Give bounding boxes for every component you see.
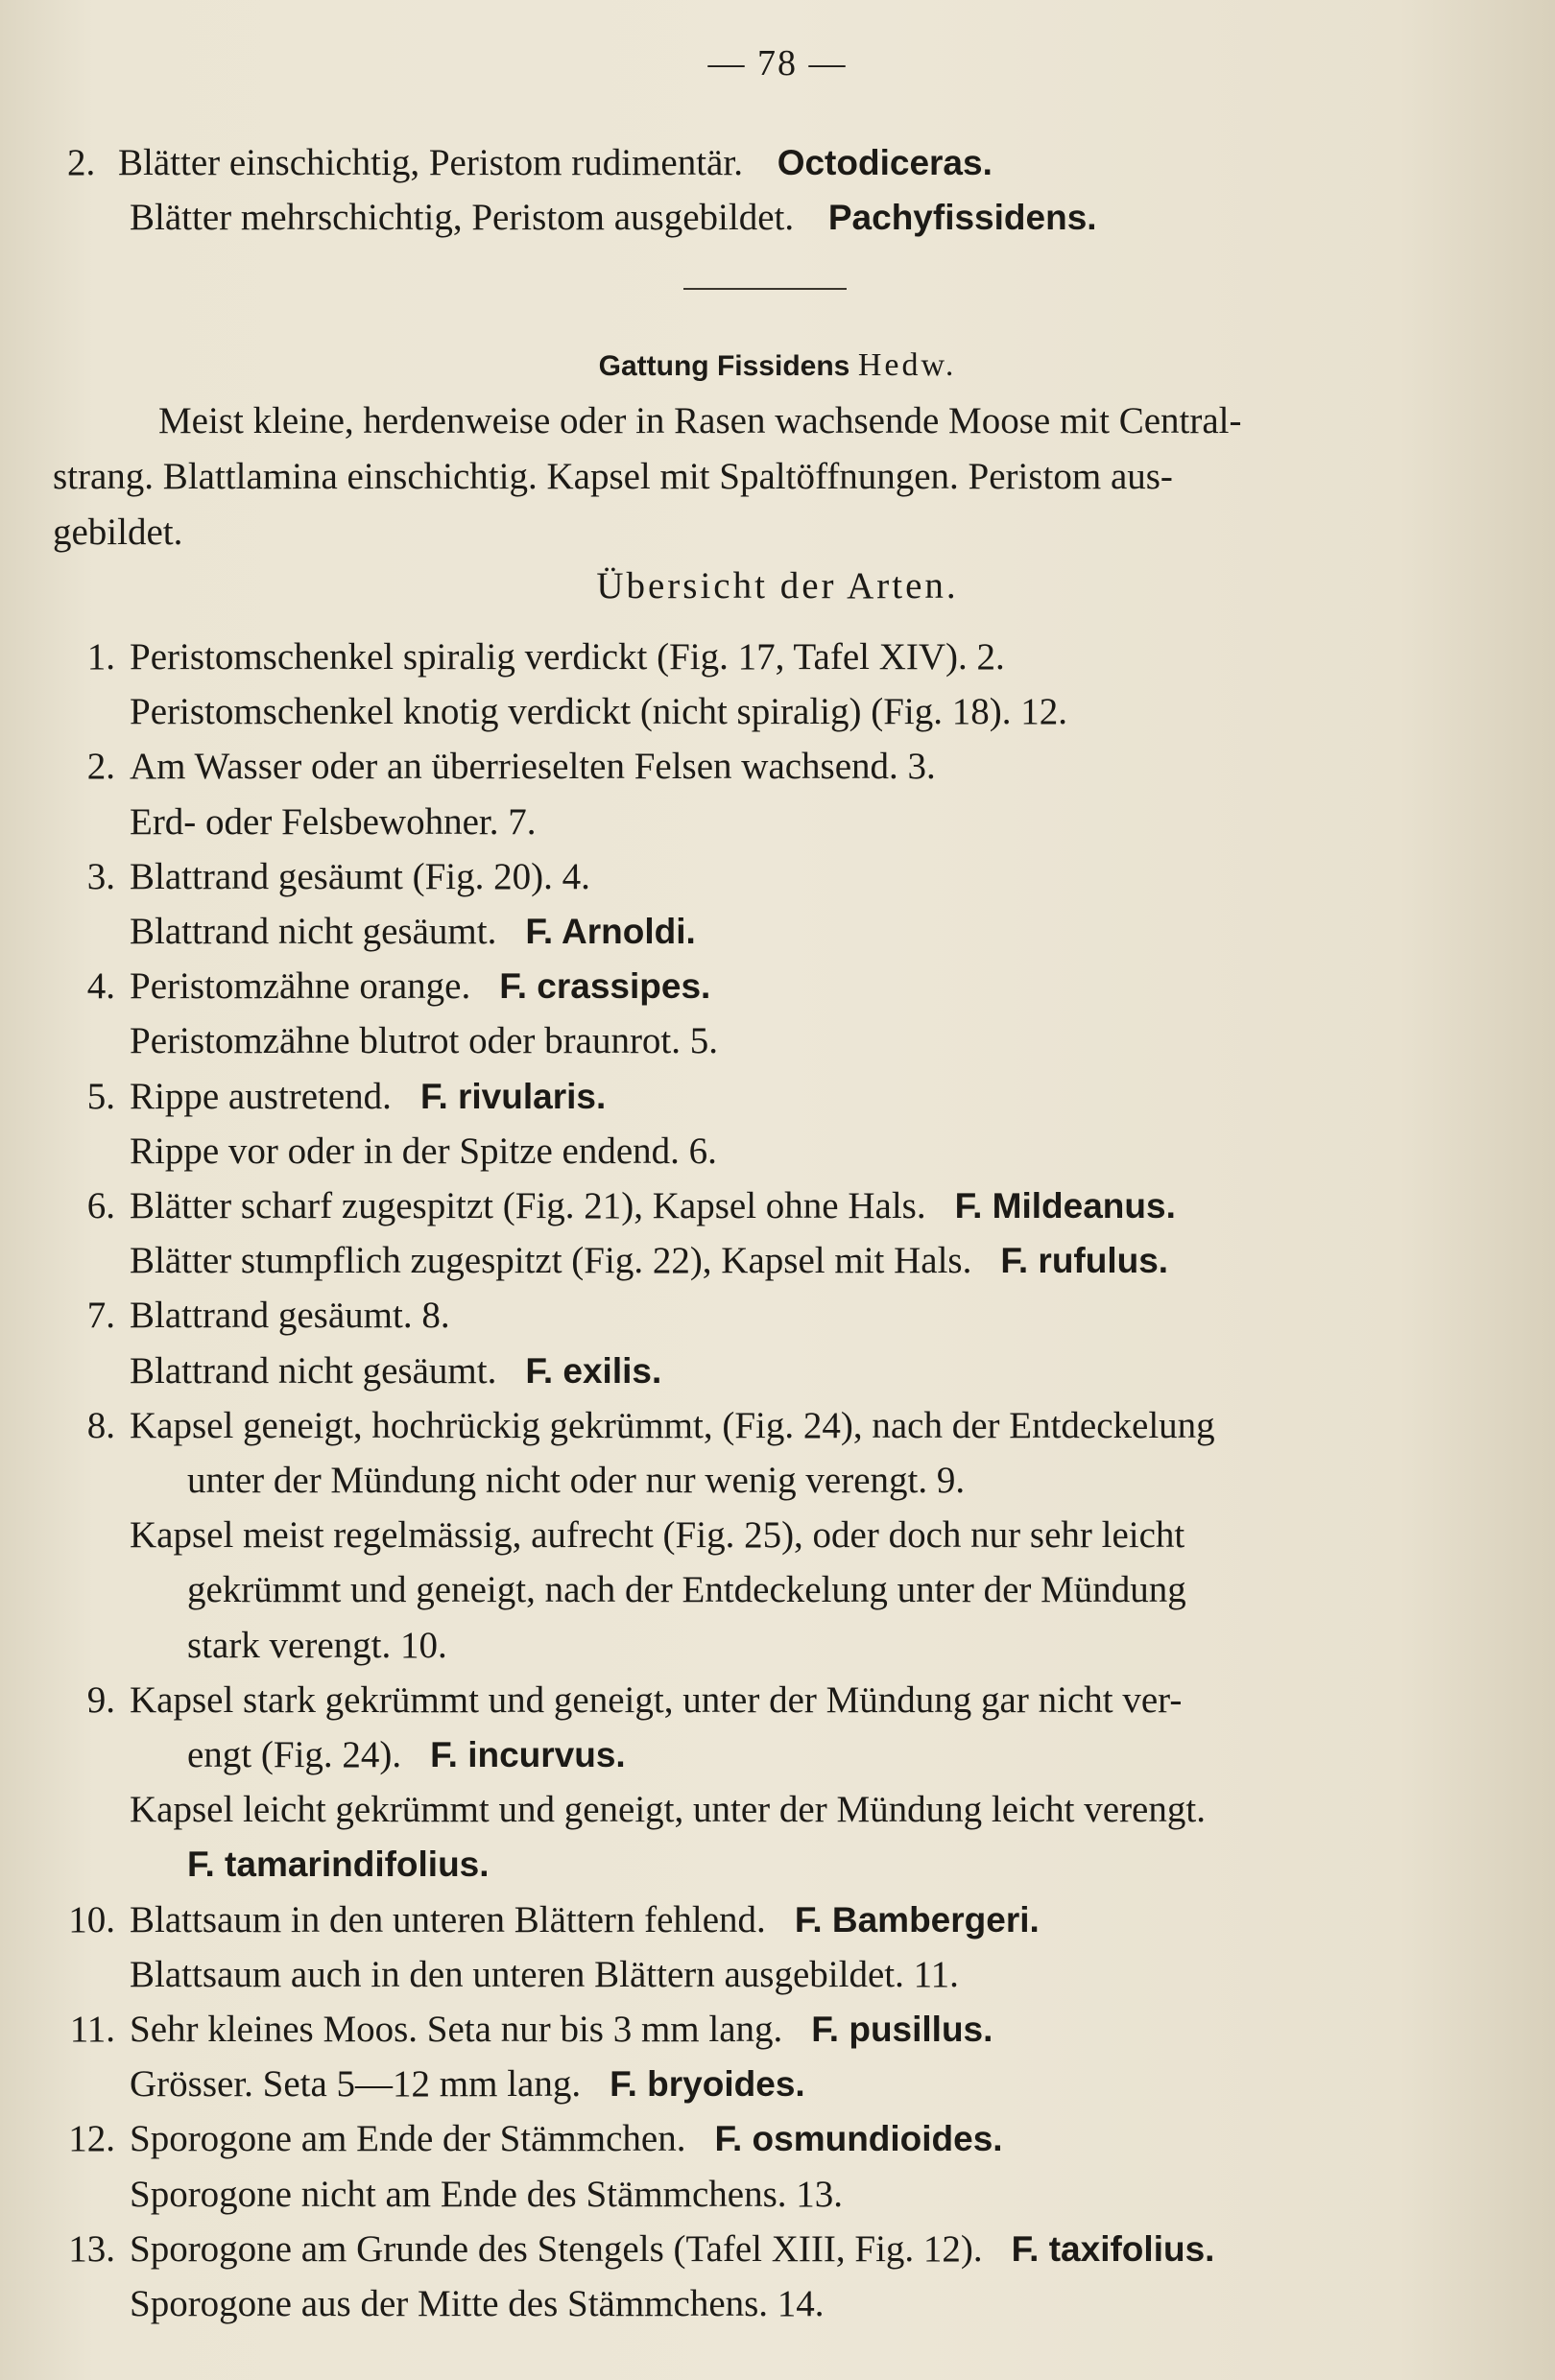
- key-text: Blätter stumpflich zugespitzt (Fig. 22), Kapsel mit Hals.: [130, 1240, 972, 1281]
- key-text: Grösser. Seta 5—12 mm lang.: [130, 2063, 582, 2105]
- key-line: [130, 803, 536, 841]
- species-name: F. bryoides.: [610, 2064, 805, 2104]
- key-text: Sporogone aus der Mitte des Stämmchens. 14.: [130, 2283, 825, 2324]
- key-line: [68, 1899, 1040, 1940]
- species-name: F. osmundioides.: [714, 2119, 1003, 2158]
- key-text: Sporogone am Ende der Stämmchen.: [130, 2118, 686, 2159]
- key-number: 13.: [68, 2228, 115, 2270]
- key-text: Kapsel leicht gekrümmt und geneigt, unter der Mündung leicht verengt.: [130, 1789, 1206, 1830]
- key-text: Sporogone nicht am Ende des Stämmchens. 13.: [130, 2174, 844, 2215]
- key-text: Blattrand gesäumt (Fig. 20). 4.: [130, 856, 590, 897]
- key-line: [130, 1242, 1168, 1279]
- key-text: Kapsel stark gekrümmt und geneigt, unter der Mündung gar nicht ver-: [130, 1679, 1183, 1721]
- overview-title: Übersicht der Arten.: [596, 565, 959, 607]
- species-name: F. taxifolius.: [1011, 2229, 1215, 2269]
- key-line: [68, 2228, 1215, 2270]
- key-line: [86, 1405, 1215, 1446]
- species-name: F. rivularis.: [419, 1077, 607, 1116]
- species-name: F. tamarindifolius.: [187, 1844, 490, 1884]
- description-line-1: Meist kleine, herdenweise oder in Rasen wachsende Moose mit Central-: [158, 400, 1242, 441]
- key-line: [130, 693, 1067, 730]
- key-line: [86, 1185, 1176, 1226]
- key-number: 6.: [86, 1185, 115, 1226]
- species-name: F. Arnoldi.: [525, 912, 696, 951]
- key-line: [187, 1462, 965, 1499]
- key-text: Blätter scharf zugespitzt (Fig. 21), Kapsel ohne Hals.: [130, 1185, 926, 1226]
- intro-key-text: Blätter mehrschichtig, Peristom ausgebildet.: [130, 197, 795, 238]
- intro-key-line-2: [130, 199, 1097, 236]
- key-text: Blattrand nicht gesäumt.: [130, 911, 497, 952]
- key-text: engt (Fig. 24).: [187, 1734, 402, 1775]
- key-line: [130, 1022, 718, 1059]
- genus-heading: [0, 347, 1555, 384]
- key-line: [187, 1571, 1186, 1608]
- key-text: Blattsaum auch in den unteren Blättern ausgebildet. 11.: [130, 1954, 959, 1995]
- key-text: Kapsel geneigt, hochrückig gekrümmt, (Fig. 24), nach der Entdeckelung: [130, 1405, 1215, 1446]
- key-text: Sporogone am Grunde des Stengels (Tafel XIII, Fig. 12).: [130, 2228, 983, 2270]
- key-number: 4.: [86, 965, 115, 1007]
- key-line: [130, 1352, 661, 1390]
- key-line: [130, 2065, 805, 2103]
- intro-key-number: 2.: [67, 142, 96, 183]
- key-line: [130, 1516, 1184, 1554]
- key-line: [86, 746, 936, 787]
- genus-name: Pachyfissidens.: [827, 198, 1097, 237]
- species-name: F. exilis.: [525, 1351, 662, 1391]
- key-text: Peristomzähne blutrot oder braunrot. 5.: [130, 1020, 719, 1061]
- key-line: [86, 1295, 450, 1336]
- key-text: Peristomschenkel spiralig verdickt (Fig. 17, Tafel XIV). 2.: [130, 636, 1005, 678]
- key-text: Erd- oder Felsbewohner. 7.: [130, 801, 537, 843]
- key-line: [86, 1679, 1183, 1721]
- species-name: F. rufulus.: [1000, 1241, 1169, 1280]
- key-line: [130, 1132, 717, 1170]
- key-text: stark verengt. 10.: [187, 1625, 447, 1666]
- key-line: [130, 1791, 1206, 1828]
- key-number: 2.: [86, 746, 115, 787]
- species-name: F. Mildeanus.: [954, 1186, 1176, 1226]
- key-number: 8.: [86, 1405, 115, 1446]
- genus-heading-label: Gattung Fissidens: [598, 350, 850, 382]
- intro-key-line-1: [67, 144, 993, 181]
- key-number: 5.: [86, 1076, 115, 1117]
- key-line: [86, 1076, 607, 1117]
- species-name: F. incurvus.: [430, 1735, 626, 1774]
- key-text: Peristomzähne orange.: [130, 965, 471, 1007]
- key-line: [69, 2009, 993, 2050]
- key-line: [187, 1736, 626, 1773]
- key-text: Blattrand gesäumt. 8.: [130, 1295, 450, 1336]
- species-name: F. pusillus.: [811, 2010, 993, 2049]
- key-text: Kapsel meist regelmässig, aufrecht (Fig. 25), oder doch nur sehr leicht: [130, 1514, 1185, 1556]
- genus-name: Octodiceras.: [777, 143, 993, 182]
- key-line: [187, 1845, 490, 1883]
- key-line: [130, 2176, 843, 2213]
- key-line: [86, 856, 590, 897]
- key-text: Rippe austretend.: [130, 1076, 392, 1117]
- key-line: [187, 1627, 447, 1664]
- key-text: gekrümmt und geneigt, nach der Entdeckelung unter der Mündung: [187, 1569, 1186, 1610]
- key-number: 10.: [68, 1899, 115, 1940]
- species-name: F. Bambergeri.: [794, 1900, 1040, 1940]
- description-line-3: gebildet.: [53, 512, 183, 553]
- key-line: [130, 913, 696, 950]
- key-line: [86, 965, 711, 1007]
- key-text: Am Wasser oder an überrieselten Felsen wachsend. 3.: [130, 746, 936, 787]
- key-text: Rippe vor oder in der Spitze endend. 6.: [130, 1130, 717, 1172]
- key-line: [68, 2118, 1003, 2159]
- key-text: Sehr kleines Moos. Seta nur bis 3 mm lang.: [130, 2009, 783, 2050]
- species-name: F. crassipes.: [499, 966, 711, 1006]
- key-number: 12.: [68, 2118, 115, 2159]
- genus-heading-author: Hedw.: [857, 347, 957, 383]
- description-line-2: strang. Blattlamina einschichtig. Kapsel mit Spaltöffnungen. Peristom aus-: [53, 456, 1173, 497]
- section-divider: [683, 288, 847, 290]
- key-text: Blattrand nicht gesäumt.: [130, 1350, 497, 1392]
- key-line: [130, 1956, 959, 1993]
- key-number: 9.: [86, 1679, 115, 1721]
- key-line: [86, 636, 1005, 678]
- key-number: 1.: [86, 636, 115, 678]
- intro-key-text: Blätter einschichtig, Peristom rudimentär.: [118, 142, 743, 183]
- page-number: — 78 —: [707, 43, 848, 83]
- key-line: [130, 2285, 825, 2322]
- key-text: unter der Mündung nicht oder nur wenig verengt. 9.: [187, 1460, 966, 1501]
- key-number: 3.: [86, 856, 115, 897]
- key-number: 7.: [86, 1295, 115, 1336]
- key-text: Peristomschenkel knotig verdickt (nicht spiralig) (Fig. 18). 12.: [130, 691, 1067, 732]
- key-text: Blattsaum in den unteren Blättern fehlend.: [130, 1899, 766, 1940]
- key-number: 11.: [69, 2009, 115, 2050]
